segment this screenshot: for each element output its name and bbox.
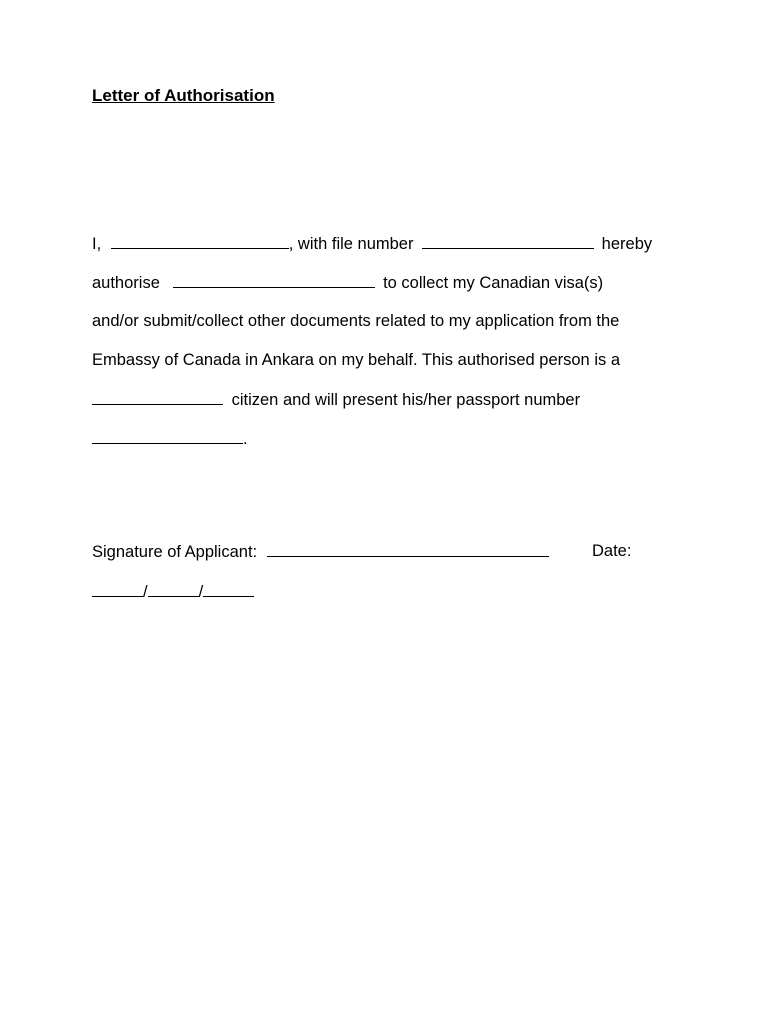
line-authorise <box>92 272 603 293</box>
line-applicant-name <box>92 233 652 254</box>
text-collect-visa: to collect my Canadian visa(s) <box>383 274 604 292</box>
document-title: Letter of Authorisation <box>92 86 275 105</box>
file-number-field[interactable] <box>422 233 594 249</box>
line-passport-number <box>92 428 248 449</box>
line-date <box>92 581 254 602</box>
signature-label: Signature of Applicant: <box>92 543 258 561</box>
citizenship-field[interactable] <box>92 389 223 405</box>
date-year-field[interactable] <box>203 581 254 597</box>
signature-field[interactable] <box>267 541 549 557</box>
line-signature <box>92 541 549 562</box>
applicant-name-field[interactable] <box>111 233 289 249</box>
date-month-field[interactable] <box>148 581 199 597</box>
line-embassy: Embassy of Canada in Ankara on my behalf. This authorised person is a <box>92 351 620 369</box>
authorised-person-field[interactable] <box>173 272 375 288</box>
line-citizenship <box>92 389 580 410</box>
date-separator: / <box>143 583 148 601</box>
text-period: . <box>243 430 248 448</box>
text-hereby: hereby <box>601 235 653 253</box>
text-with-file-number: , with file number <box>288 235 414 253</box>
date-separator: / <box>198 583 204 601</box>
passport-number-field[interactable] <box>92 428 243 444</box>
date-label: Date: <box>592 542 632 560</box>
text-citizen-passport: citizen and will present his/her passport number <box>231 391 581 409</box>
date-day-field[interactable] <box>92 581 143 597</box>
text-i: I, <box>92 235 102 253</box>
text-authorise: authorise <box>92 274 160 292</box>
line-documents: and/or submit/collect other documents related to my application from the <box>92 312 620 330</box>
